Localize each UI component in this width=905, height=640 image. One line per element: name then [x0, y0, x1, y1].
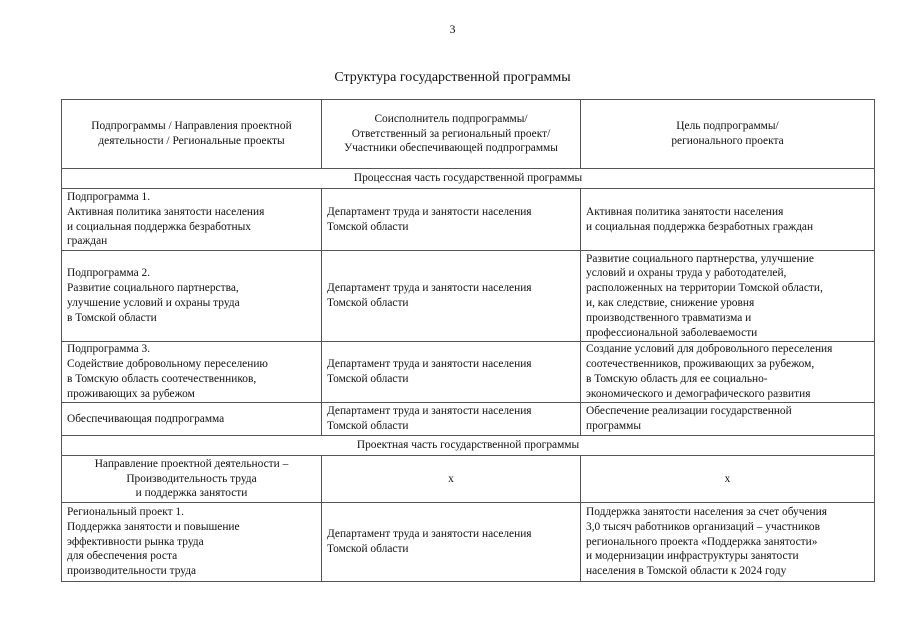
row-goal: Поддержка занятости населения за счет обучения 3,0 тысяч работников организаций – участников регионального проекта «Поддержка занятости» и модернизации инфраструктуры занятости населения в Томской области к 2024 году: [581, 503, 875, 582]
row-executor: Департамент труда и занятости населения Томской области: [322, 403, 581, 436]
row-executor: Департамент труда и занятости населения Томской области: [322, 342, 581, 403]
header-executors: Соисполнитель подпрограммы/ Ответственный за региональный проект/ Участники обеспечивающей подпрограммы: [322, 100, 581, 169]
row-executor: Департамент труда и занятости населения Томской области: [322, 503, 581, 582]
row-goal: Активная политика занятости населения и социальная поддержка безработных граждан: [581, 189, 875, 251]
row-goal: Обеспечение реализации государственной программы: [581, 403, 875, 436]
document-title: Структура государственной программы: [334, 70, 571, 85]
row-goal: Создание условий для добровольного переселения соотечественников, проживающих за рубежом, в Томскую область для ее социально- экономического и демографического развития: [581, 342, 875, 403]
section-row-project: [62, 436, 875, 456]
row-name: Подпрограмма 1. Активная политика занятости населения и социальная поддержка безработных граждан: [62, 189, 322, 251]
section-row-process: [62, 169, 875, 189]
row-name: Подпрограмма 2. Развитие социального партнерства, улучшение условий и охраны труда в Томской области: [62, 251, 322, 342]
table-row: [62, 456, 875, 503]
row-name: Подпрограмма 3. Содействие добровольному переселению в Томскую область соотечественников, проживающих за рубежом: [62, 342, 322, 403]
section-process-label: Процессная часть государственной программы: [62, 169, 875, 189]
program-structure-table: [61, 99, 875, 582]
section-project-label: Проектная часть государственной программы: [62, 436, 875, 456]
row-name: Направление проектной деятельности – Производительность труда и поддержка занятости: [62, 456, 322, 503]
header-subprograms: Подпрограммы / Направления проектной деятельности / Региональные проекты: [62, 100, 322, 169]
row-goal: х: [581, 456, 875, 503]
row-goal: Развитие социального партнерства, улучшение условий и охраны труда у работодателей, расположенных на территории Томской области, и, как следствие, снижение уровня производственного травматизма и профессиональной заболеваемости: [581, 251, 875, 342]
header-goals: Цель подпрограммы/ регионального проекта: [581, 100, 875, 169]
row-name: Региональный проект 1. Поддержка занятости и повышение эффективности рынка труда для обеспечения роста производительности труда: [62, 503, 322, 582]
table-row: [62, 403, 875, 436]
table-header-row: [62, 100, 875, 169]
row-name: Обеспечивающая подпрограмма: [62, 403, 322, 436]
row-executor: Департамент труда и занятости населения Томской области: [322, 189, 581, 251]
table-row: [62, 342, 875, 403]
table-row: [62, 503, 875, 582]
table-row: [62, 251, 875, 342]
page-number: 3: [449, 22, 456, 36]
row-executor: Департамент труда и занятости населения Томской области: [322, 251, 581, 342]
table-row: [62, 189, 875, 251]
row-executor: х: [322, 456, 581, 503]
